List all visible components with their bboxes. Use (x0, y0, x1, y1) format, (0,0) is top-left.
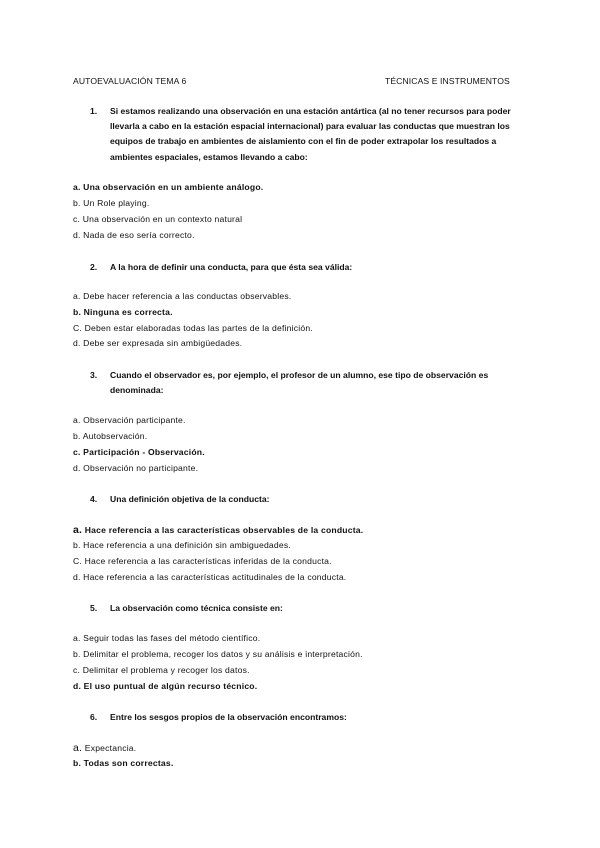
option-text: Nada de eso sería correcto. (83, 230, 195, 240)
question-number: 4. (90, 494, 98, 504)
question-3 (90, 368, 530, 398)
option-6a (73, 742, 136, 754)
question-text: Si estamos realizando una observación en una estación antártica (al no tener recursos para poder llevarla a cabo en la estación espacial internacional) para evaluar las conductas que muestran los equipos de trabajo en ambientes de aislamiento con el fin de poder extrapolar los resultados a ambientes espaciales, estamos llevando a cabo: (110, 106, 511, 162)
question-number: 1. (90, 106, 98, 116)
option-3b (73, 431, 147, 441)
question-number: 5. (90, 603, 98, 613)
option-3a (73, 415, 186, 425)
option-text: Hace referencia a las características actitudinales de la conducta. (83, 572, 347, 582)
option-letter: a. (73, 415, 81, 425)
option-text: Debe hacer referencia a las conductas observables. (83, 291, 292, 301)
option-4d (73, 572, 346, 582)
option-text: Expectancia. (84, 743, 137, 753)
option-letter: a. (73, 291, 81, 301)
option-text: Deben estar elaboradas todas las partes de la definición. (84, 323, 313, 333)
option-3c (73, 447, 205, 457)
option-text: Delimitar el problema y recoger los datos. (82, 665, 250, 675)
option-3d (73, 463, 198, 473)
option-text: Una observación en un contexto natural (82, 214, 243, 224)
option-5b (73, 649, 363, 659)
option-letter: C. (73, 323, 82, 333)
option-text: El uso puntual de algún recurso técnico. (83, 681, 258, 691)
option-text: Debe ser expresada sin ambigüedades. (83, 338, 243, 348)
question-number: 3. (90, 370, 98, 380)
option-letter: b. (73, 649, 81, 659)
option-letter: C. (73, 556, 82, 566)
option-letter: c. (73, 447, 81, 457)
option-text: Hace referencia a las características inferidas de la conducta. (84, 556, 332, 566)
header-title: AUTOEVALUACIÓN TEMA 6 (73, 76, 187, 86)
option-text: Hace referencia a las características observables de la conducta. (84, 525, 364, 535)
option-text: Observación participante. (83, 415, 186, 425)
option-text: Participación - Observación. (83, 447, 205, 457)
option-letter: d. (73, 230, 81, 240)
question-text: Cuando el observador es, por ejemplo, el profesor de un alumno, ese tipo de observación es denominada: (110, 370, 489, 396)
option-letter: d. (73, 463, 81, 473)
option-letter: b. (73, 540, 81, 550)
question-6 (90, 710, 530, 725)
option-text: Hace referencia a una definición sin ambiguedades. (83, 540, 291, 550)
option-letter: d. (73, 338, 81, 348)
option-2d (73, 338, 242, 348)
question-number: 6. (90, 712, 98, 722)
option-letter: d. (73, 572, 81, 582)
option-text: Una observación en un ambiente análogo. (83, 182, 264, 192)
question-text: Entre los sesgos propios de la observación encontramos: (110, 712, 347, 722)
option-5a (73, 633, 260, 643)
option-letter: b. (73, 307, 82, 317)
question-text: La observación como técnica consiste en: (110, 603, 283, 613)
question-5 (90, 601, 530, 616)
option-6b (73, 758, 173, 768)
option-4c (73, 556, 332, 566)
option-2b (73, 307, 173, 317)
option-4a (73, 524, 363, 536)
option-letter: a. (73, 182, 81, 192)
question-2 (90, 260, 530, 275)
question-4 (90, 492, 530, 507)
question-1 (90, 104, 530, 165)
option-letter: c. (73, 665, 81, 675)
option-text: Todas son correctas. (83, 758, 174, 768)
option-letter: a. (73, 742, 83, 754)
option-5c (73, 665, 250, 675)
option-text: Un Role playing. (83, 198, 150, 208)
question-text: Una definición objetiva de la conducta: (110, 494, 270, 504)
option-2a (73, 291, 291, 301)
option-1c (73, 214, 242, 224)
option-1b (73, 198, 149, 208)
option-letter: c. (73, 214, 81, 224)
option-text: Observación no participante. (83, 463, 199, 473)
option-4b (73, 540, 291, 550)
option-letter: a. (73, 633, 81, 643)
question-text: A la hora de definir una conducta, para que ésta sea válida: (110, 262, 353, 272)
option-letter: d. (73, 681, 82, 691)
option-text: Autobservación. (82, 431, 148, 441)
option-letter: a. (73, 524, 83, 536)
question-number: 2. (90, 262, 98, 272)
header-subtitle: TÉCNICAS E INSTRUMENTOS (385, 76, 510, 86)
option-letter: b. (73, 758, 82, 768)
option-text: Seguir todas las fases del método científico. (83, 633, 261, 643)
option-1a (73, 182, 263, 192)
option-text: Ninguna es correcta. (83, 307, 173, 317)
option-2c (73, 323, 313, 333)
option-letter: b. (73, 431, 81, 441)
option-5d (73, 681, 257, 691)
option-1d (73, 230, 195, 240)
option-text: Delimitar el problema, recoger los datos y su análisis e interpretación. (83, 649, 363, 659)
option-letter: b. (73, 198, 81, 208)
